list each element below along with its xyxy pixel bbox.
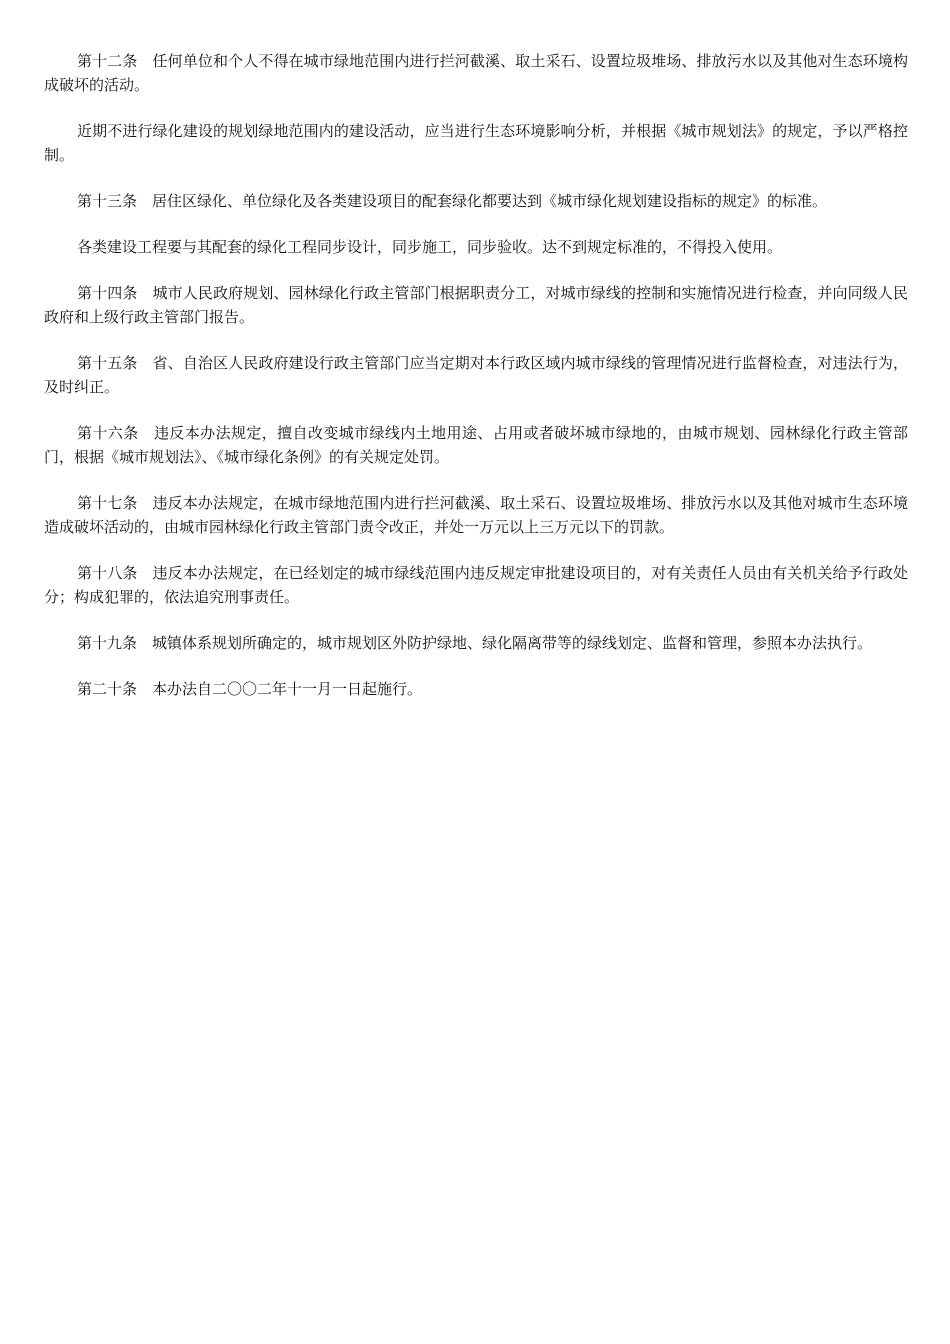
article-19-paragraph: 第十九条 城镇体系规划所确定的，城市规划区外防护绿地、绿化隔离带等的绿线划定、监督和管理，参照本办法执行。 — [77, 634, 873, 652]
article-16-paragraph: 第十六条 违反本办法规定，擅自改变城市绿线内土地用途、占用或者破坏城市绿地的，由城市规划、园林绿化行政主管部门，根据《城市规划法》、《城市绿化条例》的有关规定处罚。 — [44, 424, 908, 466]
article-14-paragraph: 第十四条 城市人民政府规划、园林绿化行政主管部门根据职责分工，对城市绿线的控制和实施情况进行检查，并向同级人民政府和上级行政主管部门报告。 — [44, 284, 908, 326]
document-page — [44, 49, 908, 723]
article-13-supplement-paragraph: 各类建设工程要与其配套的绿化工程同步设计，同步施工，同步验收。达不到规定标准的，不得投入使用。 — [77, 238, 783, 256]
article-12-supplement-paragraph: 近期不进行绿化建设的规划绿地范围内的建设活动，应当进行生态环境影响分析，并根据《城市规划法》的规定，予以严格控制。 — [44, 122, 908, 164]
article-12-paragraph: 第十二条 任何单位和个人不得在城市绿地范围内进行拦河截溪、取土采石、设置垃圾堆场、排放污水以及其他对生态环境构成破坏的活动。 — [44, 52, 908, 94]
article-15-paragraph: 第十五条 省、自治区人民政府建设行政主管部门应当定期对本行政区域内城市绿线的管理情况进行监督检查，对违法行为，及时纠正。 — [44, 354, 908, 396]
article-13-paragraph: 第十三条 居住区绿化、单位绿化及各类建设项目的配套绿化都要达到《城市绿化规划建设指标的规定》的标准。 — [77, 192, 828, 210]
article-17-paragraph: 第十七条 违反本办法规定，在城市绿地范围内进行拦河截溪、取土采石、设置垃圾堆场、排放污水以及其他对城市生态环境造成破坏活动的，由城市园林绿化行政主管部门责令改正，并处一万元以上三万元以下的罚款。 — [44, 494, 908, 536]
article-18-paragraph: 第十八条 违反本办法规定，在已经划定的城市绿线范围内违反规定审批建设项目的，对有关责任人员由有关机关给予行政处分；构成犯罪的，依法追究刑事责任。 — [44, 564, 908, 606]
article-20-paragraph: 第二十条 本办法自二〇〇二年十一月一日起施行。 — [77, 680, 423, 698]
